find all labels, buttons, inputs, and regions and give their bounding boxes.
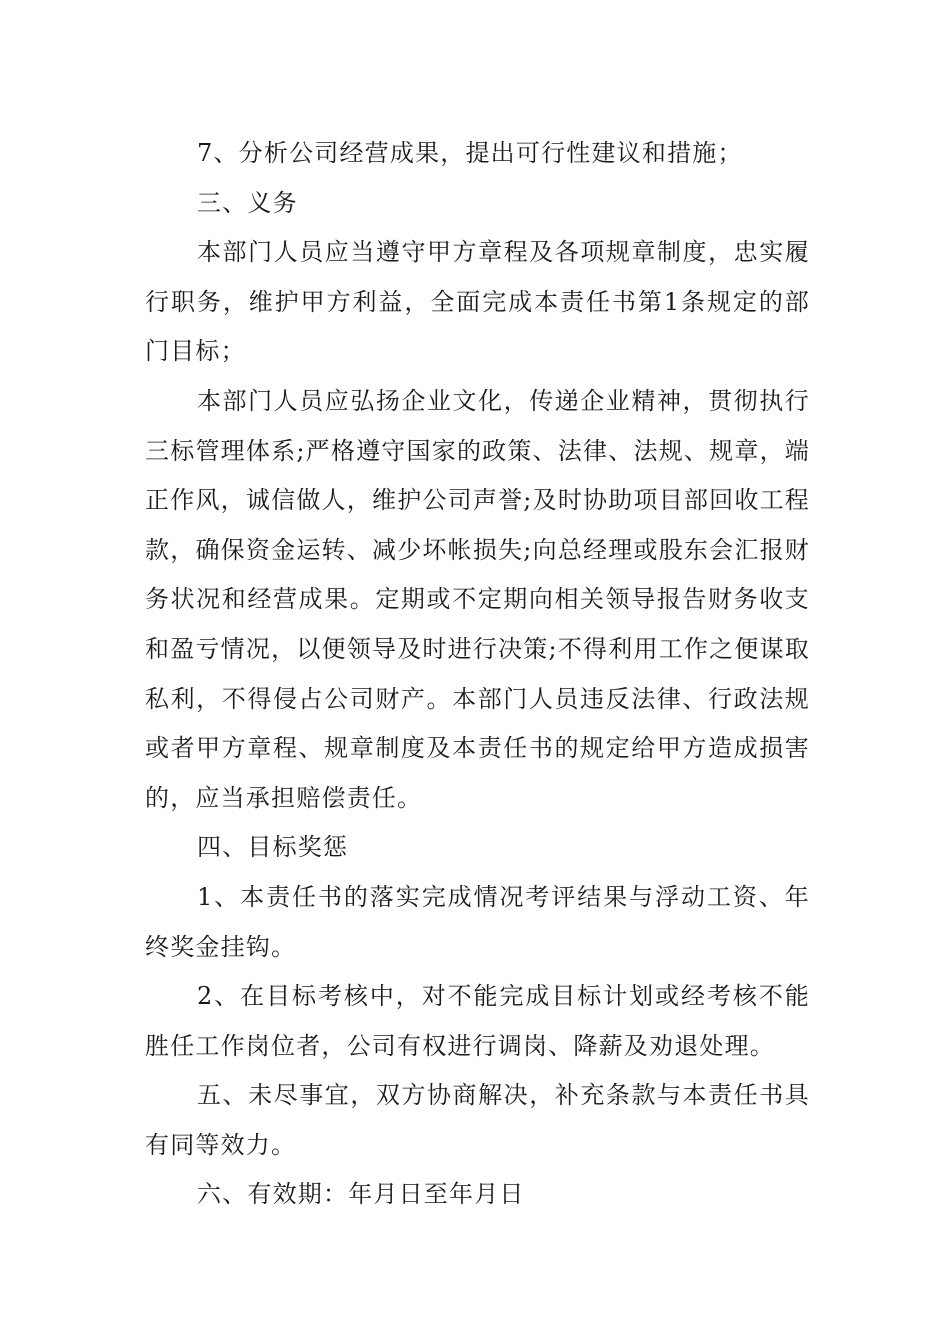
- paragraph-obligations-2: 本部门人员应弘扬企业文化，传递企业精神，贯彻执行三标管理体系;严格遵守国家的政策、法律、法规、规章，端正作风，诚信做人，维护公司声誉;及时协助项目部回收工程款，确保资金运转、减少坏帐损失;向总经理或股东会汇报财务状况和经营成果。定期或不定期向相关领导报告财务收支和盈亏情况，以便领导及时进行决策;不得利用工作之便谋取私利，不得侵占公司财产。本部门人员违反法律、行政法规或者甲方章程、规章制度及本责任书的规定给甲方造成损害的，应当承担赔偿责任。: [145, 386, 810, 812]
- paragraph-obligations-1: 本部门人员应当遵守甲方章程及各项规章制度，忠实履行职务，维护甲方利益，全面完成本责任书第1条规定的部门目标；: [145, 238, 810, 366]
- paragraph-section-five: 五、未尽事宜，双方协商解决，补充条款与本责任书具有同等效力。: [145, 1081, 810, 1159]
- paragraph-section-six: 六、有效期：年月日至年月日: [197, 1180, 525, 1209]
- paragraph-item-7: 7、分析公司经营成果，提出可行性建议和措施；: [197, 139, 743, 167]
- section-heading-rewards: 四、目标奖惩: [197, 833, 349, 862]
- section-heading-obligations: 三、义务: [197, 188, 298, 217]
- paragraph-rewards-1: 1、本责任书的落实完成情况考评结果与浮动工资、年终奖金挂钩。: [145, 882, 810, 961]
- paragraph-rewards-2: 2、在目标考核中，对不能完成目标计划或经考核不能胜任工作岗位者，公司有权进行调岗、降薪及劝退处理。: [145, 982, 810, 1060]
- document-body: [145, 129, 810, 1220]
